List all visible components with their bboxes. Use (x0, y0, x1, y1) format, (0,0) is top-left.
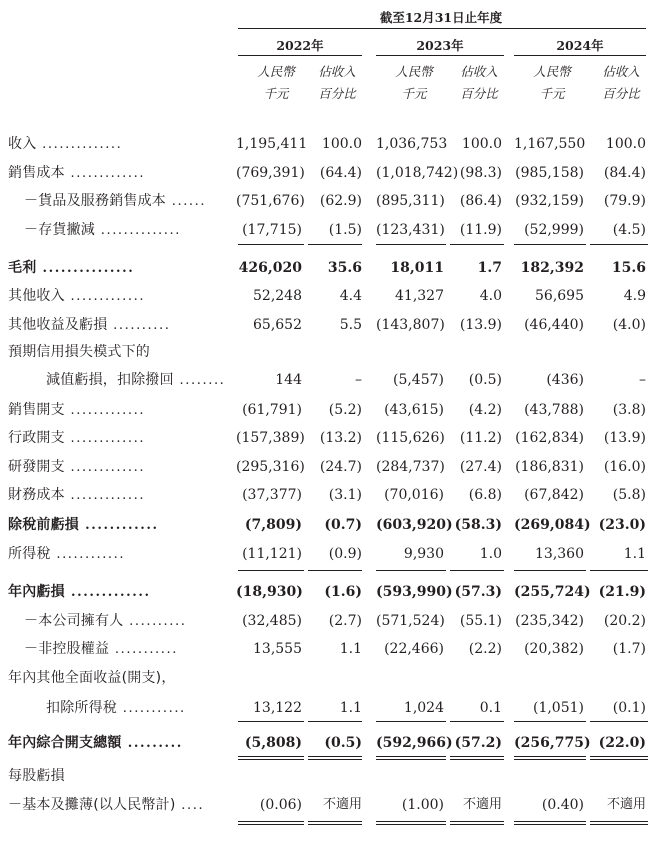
table-row (0, 793, 660, 817)
row-label: －基本及攤薄(以人民幣計) .... (8, 797, 205, 813)
table-row (0, 340, 660, 364)
value-cell: (123,431) (376, 222, 445, 238)
row-label: 除稅前虧損 ............ (8, 517, 159, 533)
value-cell: 1.1 (623, 546, 646, 562)
row-label: 扣除所得稅 ........... (46, 700, 186, 716)
value-cell: (13.9) (459, 317, 502, 333)
total-double-rule (590, 824, 648, 825)
value-cell: (115,626) (376, 430, 445, 446)
subtotal-rule (376, 721, 446, 722)
subtotal-rule (450, 244, 504, 245)
value-cell (448, 666, 502, 690)
value-cell: 0.1 (479, 700, 502, 716)
value-cell: (2.7) (328, 613, 362, 629)
value-cell: 65,652 (253, 317, 302, 333)
subtotal-rule (376, 244, 446, 245)
value-cell: (27.4) (459, 459, 502, 475)
row-label: 財務成本 ............. (8, 487, 146, 503)
total-double-rule (590, 756, 648, 757)
value-cell (306, 666, 362, 690)
row-label: 銷售開支 ............. (8, 402, 146, 418)
unit-rmb-2024: 人民幣 (533, 64, 571, 79)
value-cell: (64.4) (319, 165, 362, 181)
value-cell: (13.2) (319, 430, 362, 446)
value-cell: 13,122 (253, 700, 302, 716)
value-cell: 426,020 (238, 260, 302, 276)
value-cell: (603,920) (376, 517, 453, 533)
leader-dots: ............. (64, 488, 146, 503)
row-label: 研發開支 ............. (8, 459, 146, 475)
value-cell: (0.5) (324, 735, 362, 751)
value-cell (514, 666, 584, 690)
value-cell: (751,676) (236, 193, 305, 209)
subtotal-rule (376, 570, 446, 571)
table-row (0, 426, 660, 450)
leader-dots: .............. (95, 223, 181, 238)
unit-rmb-2023: 人民幣 (395, 64, 433, 79)
value-cell: (4.2) (468, 402, 502, 418)
unit-pct2-2024: 百分比 (602, 86, 640, 101)
value-cell: (571,524) (376, 613, 445, 629)
value-cell (588, 764, 646, 788)
leader-dots: ........... (117, 701, 186, 716)
total-double-rule (450, 821, 504, 822)
leader-dots: ............. (64, 403, 146, 418)
year-heading-2024: 2024年 (556, 38, 604, 53)
value-cell: (43,615) (384, 402, 444, 418)
leader-dots: .... (175, 798, 205, 813)
value-cell: 18,011 (390, 260, 444, 276)
value-cell: – (355, 372, 362, 388)
value-cell: (186,831) (515, 459, 584, 475)
value-cell: (235,342) (515, 613, 584, 629)
value-cell: 1.0 (479, 546, 502, 562)
total-double-rule (514, 824, 586, 825)
table-row (0, 455, 660, 479)
value-cell: (0.1) (612, 700, 646, 716)
value-cell: 182,392 (520, 260, 584, 276)
row-label: 銷售成本 ............. (8, 165, 146, 181)
value-cell: (37,377) (242, 487, 302, 503)
row-label: 預期信用損失模式下的 (8, 344, 150, 360)
unit-pct2-2023: 百分比 (460, 86, 498, 101)
value-cell: (67,842) (524, 487, 584, 503)
table-row (0, 218, 660, 242)
value-cell: (3.8) (612, 402, 646, 418)
value-cell (376, 666, 444, 690)
leader-dots: ............. (64, 460, 146, 475)
year-rule-2023 (376, 55, 504, 56)
value-cell: (284,737) (376, 459, 445, 475)
value-cell: 15.6 (611, 260, 646, 276)
value-cell: (24.7) (319, 459, 362, 475)
unit-thousand-2024: 千元 (539, 86, 565, 101)
total-double-rule (450, 756, 504, 757)
value-cell: (593,990) (376, 584, 453, 600)
value-cell: (55.1) (459, 613, 502, 629)
value-cell: (11,121) (242, 546, 302, 562)
value-cell: (1.00) (401, 797, 444, 813)
value-cell: (13.9) (603, 430, 646, 446)
table-row (0, 764, 660, 788)
subtotal-rule (308, 244, 362, 245)
value-cell: 4.0 (479, 288, 502, 304)
value-cell: (20,382) (524, 641, 584, 657)
subtotal-rule (450, 570, 504, 571)
value-cell: (436) (546, 372, 584, 388)
value-cell: (32,485) (242, 613, 302, 629)
table-row (0, 189, 660, 213)
period-heading: 截至12月31日止年度 (379, 10, 503, 25)
unit-pct-2024: 佔收入 (602, 64, 640, 79)
unit-thousand-2023: 千元 (401, 86, 427, 101)
value-cell: (143,807) (376, 317, 445, 333)
value-cell: 100.0 (321, 136, 362, 152)
year-heading-2022: 2022年 (276, 38, 324, 53)
unit-pct-2023: 佔收入 (460, 64, 498, 79)
value-cell: (0.5) (468, 372, 502, 388)
unit-pct-2022: 佔收入 (318, 64, 356, 79)
leader-dots: ...... (166, 194, 207, 209)
row-label: 減值虧損，扣除撥回 ........ (46, 372, 226, 388)
leader-dots: ........ (173, 373, 226, 388)
value-cell (588, 666, 646, 690)
leader-dots: ........... (109, 642, 178, 657)
value-cell: (62.9) (319, 193, 362, 209)
value-cell: (52,999) (524, 222, 584, 238)
value-cell: (162,834) (515, 430, 584, 446)
value-cell (236, 764, 302, 788)
value-cell: (1.5) (328, 222, 362, 238)
value-cell: 100.0 (461, 136, 502, 152)
subtotal-rule (590, 721, 648, 722)
value-cell: (57.2) (454, 735, 502, 751)
row-label: －非控股權益 ........... (24, 641, 178, 657)
value-cell (588, 340, 646, 364)
value-cell: (256,775) (514, 735, 591, 751)
table-row (0, 580, 660, 604)
value-cell: 100.0 (605, 136, 646, 152)
value-cell: (1.7) (612, 641, 646, 657)
value-cell: (1,051) (532, 700, 584, 716)
value-cell: (4.0) (612, 317, 646, 333)
total-double-rule (590, 821, 648, 822)
leader-dots: .............. (36, 137, 123, 152)
value-cell: (255,724) (514, 584, 591, 600)
value-cell: (3.1) (328, 487, 362, 503)
value-cell: (11.2) (459, 430, 502, 446)
leader-dots: ............ (50, 547, 126, 562)
table-row (0, 542, 660, 566)
total-double-rule (450, 824, 504, 825)
table-row (0, 132, 660, 156)
row-label: 年內其他全面收益(開支)， (8, 670, 176, 686)
total-double-rule (238, 756, 304, 757)
value-cell: (0.06) (259, 797, 302, 813)
subtotal-rule (514, 244, 586, 245)
total-double-rule (308, 821, 362, 822)
value-cell: (157,389) (236, 430, 305, 446)
value-cell: 56,695 (535, 288, 584, 304)
value-cell: (11.9) (459, 222, 502, 238)
value-cell: (61,791) (242, 402, 302, 418)
value-cell: (23.0) (598, 517, 646, 533)
year-rule-2022 (238, 55, 362, 56)
value-cell: 不適用 (462, 797, 502, 812)
table-row (0, 483, 660, 507)
value-cell: (22,466) (384, 641, 444, 657)
row-label: 其他收入 ............. (8, 288, 146, 304)
value-cell: 13,360 (535, 546, 584, 562)
table-row (0, 666, 660, 690)
total-double-rule (308, 824, 362, 825)
value-cell: (269,084) (514, 517, 591, 533)
value-cell: 不適用 (606, 797, 646, 812)
subtotal-rule (308, 721, 362, 722)
leader-dots: ............. (64, 166, 146, 181)
total-double-rule (308, 759, 362, 760)
row-label: 所得稅 ............ (8, 546, 126, 562)
value-cell: (17,715) (242, 222, 302, 238)
total-double-rule (376, 821, 446, 822)
subtotal-rule (308, 570, 362, 571)
table-row (0, 398, 660, 422)
value-cell: (2.2) (468, 641, 502, 657)
total-double-rule (514, 759, 586, 760)
table-row (0, 284, 660, 308)
value-cell (306, 340, 362, 364)
leader-dots: ......... (121, 736, 183, 751)
value-cell: 9,930 (403, 546, 444, 562)
row-label: 行政開支 ............. (8, 430, 146, 446)
value-cell: (7,809) (244, 517, 302, 533)
value-cell: (5.2) (328, 402, 362, 418)
value-cell: (79.9) (603, 193, 646, 209)
value-cell: 4.4 (339, 288, 362, 304)
table-row (0, 609, 660, 633)
row-label: 其他收益及虧損 .......... (8, 317, 171, 333)
total-double-rule (514, 821, 586, 822)
table-row (0, 313, 660, 337)
total-double-rule (376, 824, 446, 825)
year-rule-2024 (514, 55, 646, 56)
value-cell: 144 (275, 372, 302, 388)
value-cell: 35.6 (327, 260, 362, 276)
value-cell: (18,930) (236, 584, 303, 600)
value-cell: (592,966) (376, 735, 453, 751)
subtotal-rule (514, 721, 586, 722)
total-double-rule (308, 756, 362, 757)
subtotal-rule (514, 570, 586, 571)
value-cell: (4.5) (612, 222, 646, 238)
value-cell (376, 340, 444, 364)
leader-dots: ............... (36, 261, 135, 276)
value-cell: (58.3) (454, 517, 502, 533)
leader-dots: ............. (64, 585, 151, 600)
value-cell (448, 764, 502, 788)
value-cell: (5,457) (392, 372, 444, 388)
leader-dots: ............. (64, 431, 146, 446)
value-cell: (22.0) (598, 735, 646, 751)
leader-dots: .......... (107, 318, 171, 333)
value-cell: (1.6) (324, 584, 362, 600)
total-double-rule (238, 759, 304, 760)
total-double-rule (376, 759, 446, 760)
leader-dots: ............. (64, 289, 146, 304)
value-cell: (21.9) (598, 584, 646, 600)
value-cell: 1,195,411 (236, 136, 308, 152)
value-cell: (98.3) (459, 165, 502, 181)
row-label: 年內虧損 ............. (8, 584, 151, 600)
value-cell: 13,555 (253, 641, 302, 657)
value-cell (448, 340, 502, 364)
row-label: －本公司擁有人 .......... (24, 613, 187, 629)
value-cell: 1.1 (339, 700, 362, 716)
value-cell: (295,316) (236, 459, 305, 475)
year-heading-2023: 2023年 (416, 38, 464, 53)
total-double-rule (590, 759, 648, 760)
row-label: －貨品及服務銷售成本 ...... (24, 193, 207, 209)
value-cell: 1,036,753 (376, 136, 448, 152)
subtotal-rule (450, 721, 504, 722)
value-cell: (985,158) (515, 165, 584, 181)
table-row (0, 731, 660, 755)
subtotal-rule (238, 570, 304, 571)
value-cell: 4.9 (623, 288, 646, 304)
value-cell (514, 764, 584, 788)
value-cell: (57.3) (454, 584, 502, 600)
value-cell (514, 340, 584, 364)
total-double-rule (376, 756, 446, 757)
value-cell (306, 764, 362, 788)
value-cell: (70,016) (384, 487, 444, 503)
value-cell: 41,327 (395, 288, 444, 304)
value-cell: (0.7) (324, 517, 362, 533)
total-double-rule (450, 759, 504, 760)
value-cell: (5,808) (244, 735, 302, 751)
value-cell: (0.9) (328, 546, 362, 562)
total-double-rule (514, 756, 586, 757)
value-cell: (895,311) (376, 193, 445, 209)
unit-rmb-2022: 人民幣 (257, 64, 295, 79)
value-cell: (86.4) (459, 193, 502, 209)
row-label: 毛利 ............... (8, 260, 135, 276)
row-label: 每股虧損 (8, 768, 65, 784)
value-cell (236, 666, 302, 690)
leader-dots: .......... (123, 614, 187, 629)
table-row (0, 256, 660, 280)
value-cell: (43,788) (524, 402, 584, 418)
value-cell: (16.0) (603, 459, 646, 475)
table-row (0, 161, 660, 185)
value-cell (236, 340, 302, 364)
value-cell: 1.7 (477, 260, 502, 276)
total-double-rule (238, 824, 304, 825)
table-row (0, 637, 660, 661)
value-cell: (46,440) (524, 317, 584, 333)
value-cell: (20.2) (603, 613, 646, 629)
value-cell: (6.8) (468, 487, 502, 503)
table-row (0, 513, 660, 537)
subtotal-rule (238, 244, 304, 245)
value-cell: 1.1 (339, 641, 362, 657)
row-label: 年內綜合開支總額 ......... (8, 735, 183, 751)
value-cell: (769,391) (236, 165, 305, 181)
value-cell: (84.4) (603, 165, 646, 181)
period-rule (238, 28, 646, 29)
value-cell: 1,167,550 (514, 136, 586, 152)
subtotal-rule (590, 570, 648, 571)
value-cell: (1,018,742) (376, 165, 459, 181)
value-cell: (0.40) (541, 797, 584, 813)
unit-pct2-2022: 百分比 (318, 86, 356, 101)
value-cell (376, 764, 444, 788)
value-cell: (932,159) (515, 193, 584, 209)
row-label: 收入 .............. (8, 136, 123, 152)
value-cell: (5.8) (612, 487, 646, 503)
value-cell: 52,248 (253, 288, 302, 304)
value-cell: – (639, 372, 646, 388)
row-label: －存貨撇減 .............. (24, 222, 181, 238)
total-double-rule (238, 821, 304, 822)
subtotal-rule (590, 244, 648, 245)
table-row (0, 368, 660, 392)
unit-thousand-2022: 千元 (263, 86, 289, 101)
leader-dots: ............ (79, 518, 159, 533)
value-cell: 不適用 (322, 797, 362, 812)
value-cell: 5.5 (339, 317, 362, 333)
value-cell: 1,024 (403, 700, 444, 716)
subtotal-rule (238, 721, 304, 722)
table-row (0, 696, 660, 720)
